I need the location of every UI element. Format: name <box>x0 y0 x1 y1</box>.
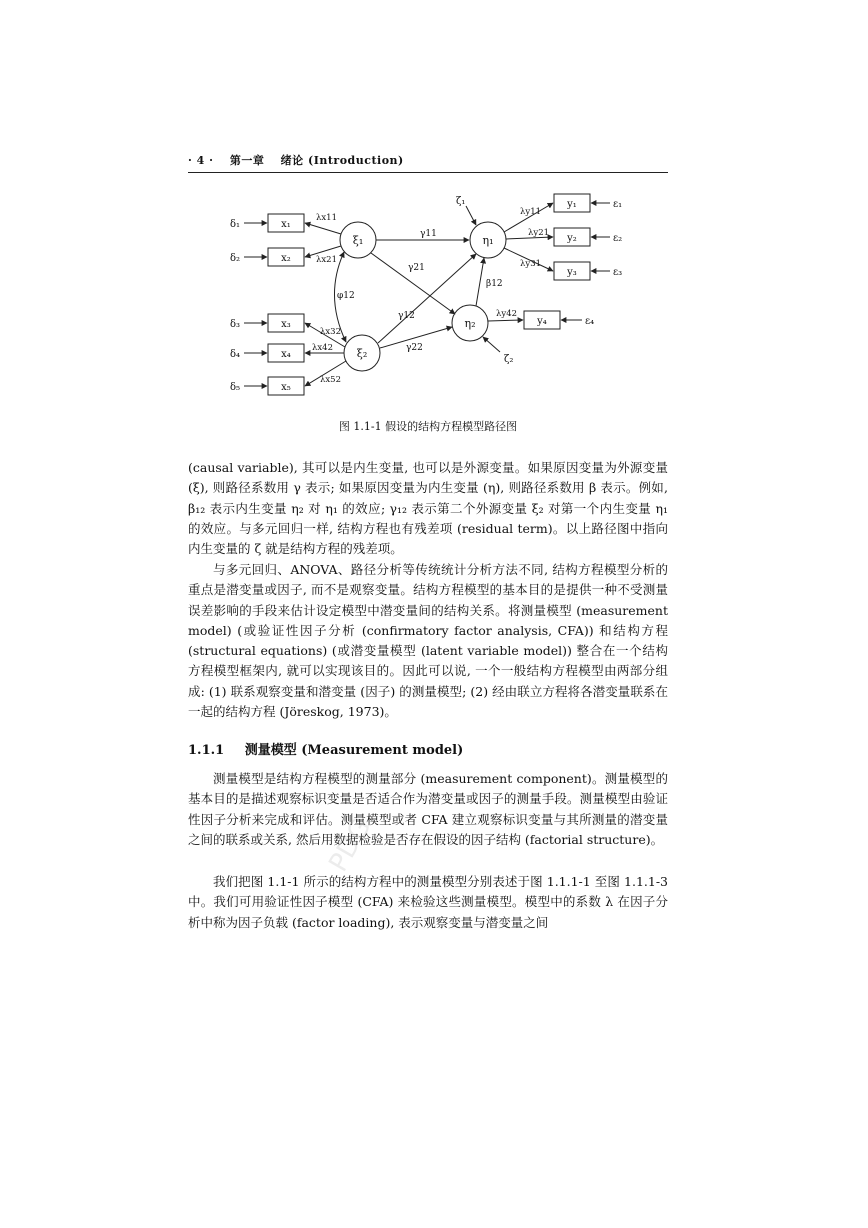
paragraph-2-text: 与多元回归、ANOVA、路径分析等传统统计分析方法不同, 结构方程模型分析的重点是潜变量或因子, 而不是观察变量。结构方程模型的基本目的是提供一种不受测量误差影响的手段来估计设定模型中潜变量间的结构关系。将测量模型 (measurement model) (或验证性因子分析 (confirmatory factor analysis, CFA)) 和结构方程 (structural equations) (或潜变量模型 (latent variable model)) 整合在一个结构方程模型框架内, 就可以实现该目的。因此可以说, 一个一般结构方程模型由两部分组成: (1) 联系观察变量和潜变量 (因子) 的测量模型; (2) 经由联立方程将各潜变量联系在一起的结构方程 (Jöreskog, 1973)。 <box>188 562 668 720</box>
gamma12-label: γ12 <box>398 311 415 321</box>
beta12-label: β12 <box>486 279 503 289</box>
lambda-y31: λy31 <box>520 259 542 269</box>
delta3-label: δ₃ <box>230 319 241 330</box>
gamma22-label: γ22 <box>406 343 423 353</box>
delta5-label: δ₅ <box>230 382 241 393</box>
delta2-label: δ₂ <box>230 253 241 264</box>
eps1-label: ε₁ <box>613 199 623 210</box>
lambda-y42: λy42 <box>496 309 518 319</box>
running-header <box>188 152 668 168</box>
paragraph-2 <box>188 560 668 722</box>
paragraph-1-text: (causal variable), 其可以是内生变量, 也可以是外源变量。如果原因变量为外源变量 (ξ), 则路径系数用 γ 表示; 如果原因变量为内生变量 (η), 则路径系数用 β 表示。例如, β₁₂ 表示内生变量 η₂ 对 η₁ 的效应; γ₁₂ 表示第二个外源变量 ξ₂ 对第一个内生变量 η₁ 的效应。与多元回归一样, 结构方程也有残差项 (residual term)。以上路径图中指向内生变量的 ζ 就是结构方程的残差项。 <box>188 460 668 557</box>
x5-label: x₅ <box>281 382 291 393</box>
x1-label: x₁ <box>281 219 291 230</box>
lambda-x52: λx52 <box>320 375 341 385</box>
y3-label: y₃ <box>567 267 577 278</box>
lambda-y21: λy21 <box>528 228 550 238</box>
x3-label: x₃ <box>281 319 291 330</box>
zeta2-label: ζ₂ <box>504 354 514 365</box>
xi1-label: ξ₁ <box>352 234 364 247</box>
eta1-label: η₁ <box>482 234 494 247</box>
lambda-x32: λx32 <box>320 327 341 337</box>
section-heading <box>188 739 479 758</box>
phi12-label: φ12 <box>337 291 355 301</box>
section-number: 1.1.1 <box>188 743 225 758</box>
y2-label: y₂ <box>567 233 577 244</box>
gamma11-label: γ11 <box>420 229 437 239</box>
watermark: PDG <box>323 813 378 877</box>
x-boxes <box>268 214 304 395</box>
x4-label: x₄ <box>281 349 291 360</box>
paragraph-1 <box>188 458 668 559</box>
section-title: 测量模型 (Measurement model) <box>244 743 464 758</box>
delta1-label: δ₁ <box>230 219 241 230</box>
zeta1-label: ζ₁ <box>456 196 466 207</box>
header-rule <box>188 172 668 173</box>
page-number: · 4 · <box>188 154 214 167</box>
chapter-title: 绪论 (Introduction) <box>280 154 404 167</box>
eps2-label: ε₂ <box>613 233 623 244</box>
delta4-label: δ₄ <box>230 349 241 360</box>
xi2-label: ξ₂ <box>356 347 368 360</box>
eps3-label: ε₃ <box>613 267 623 278</box>
x2-label: x₂ <box>281 253 291 264</box>
eps4-label: ε₄ <box>585 316 595 327</box>
figure-caption: 图 1.1-1 假设的结构方程模型路径图 <box>338 420 518 433</box>
paragraph-3-text: 测量模型是结构方程模型的测量部分 (measurement component)。测量模型的基本目的是描述观察标识变量是否适合作为潜变量或因子的测量手段。测量模型由验证性因子分析来完成和评估。测量模型或者 CFA 建立观察标识变量与其所测量的潜变量之间的联系或关系, 然后用数据检验是否存在假设的因子结构 (factorial structure)。 <box>188 771 668 847</box>
lambda-x11: λx11 <box>316 213 337 223</box>
path-diagram <box>220 190 640 405</box>
chapter-label: 第一章 <box>229 154 265 167</box>
y1-label: y₁ <box>567 199 577 210</box>
lambda-x21: λx21 <box>316 255 337 265</box>
y4-label: y₄ <box>537 316 547 327</box>
gamma21-label: γ21 <box>408 263 425 273</box>
paragraph-4-text: 我们把图 1.1-1 所示的结构方程中的测量模型分别表述于图 1.1.1-1 至图 1.1.1-3 中。我们可用验证性因子模型 (CFA) 来检验这些测量模型。模型中的系数 λ 在因子分析中称为因子负载 (factor loading), 表示观察变量与潜变量之间 <box>188 874 668 930</box>
eta2-label: η₂ <box>464 317 476 330</box>
lambda-x42: λx42 <box>312 343 333 353</box>
lambda-y11: λy11 <box>520 207 542 217</box>
